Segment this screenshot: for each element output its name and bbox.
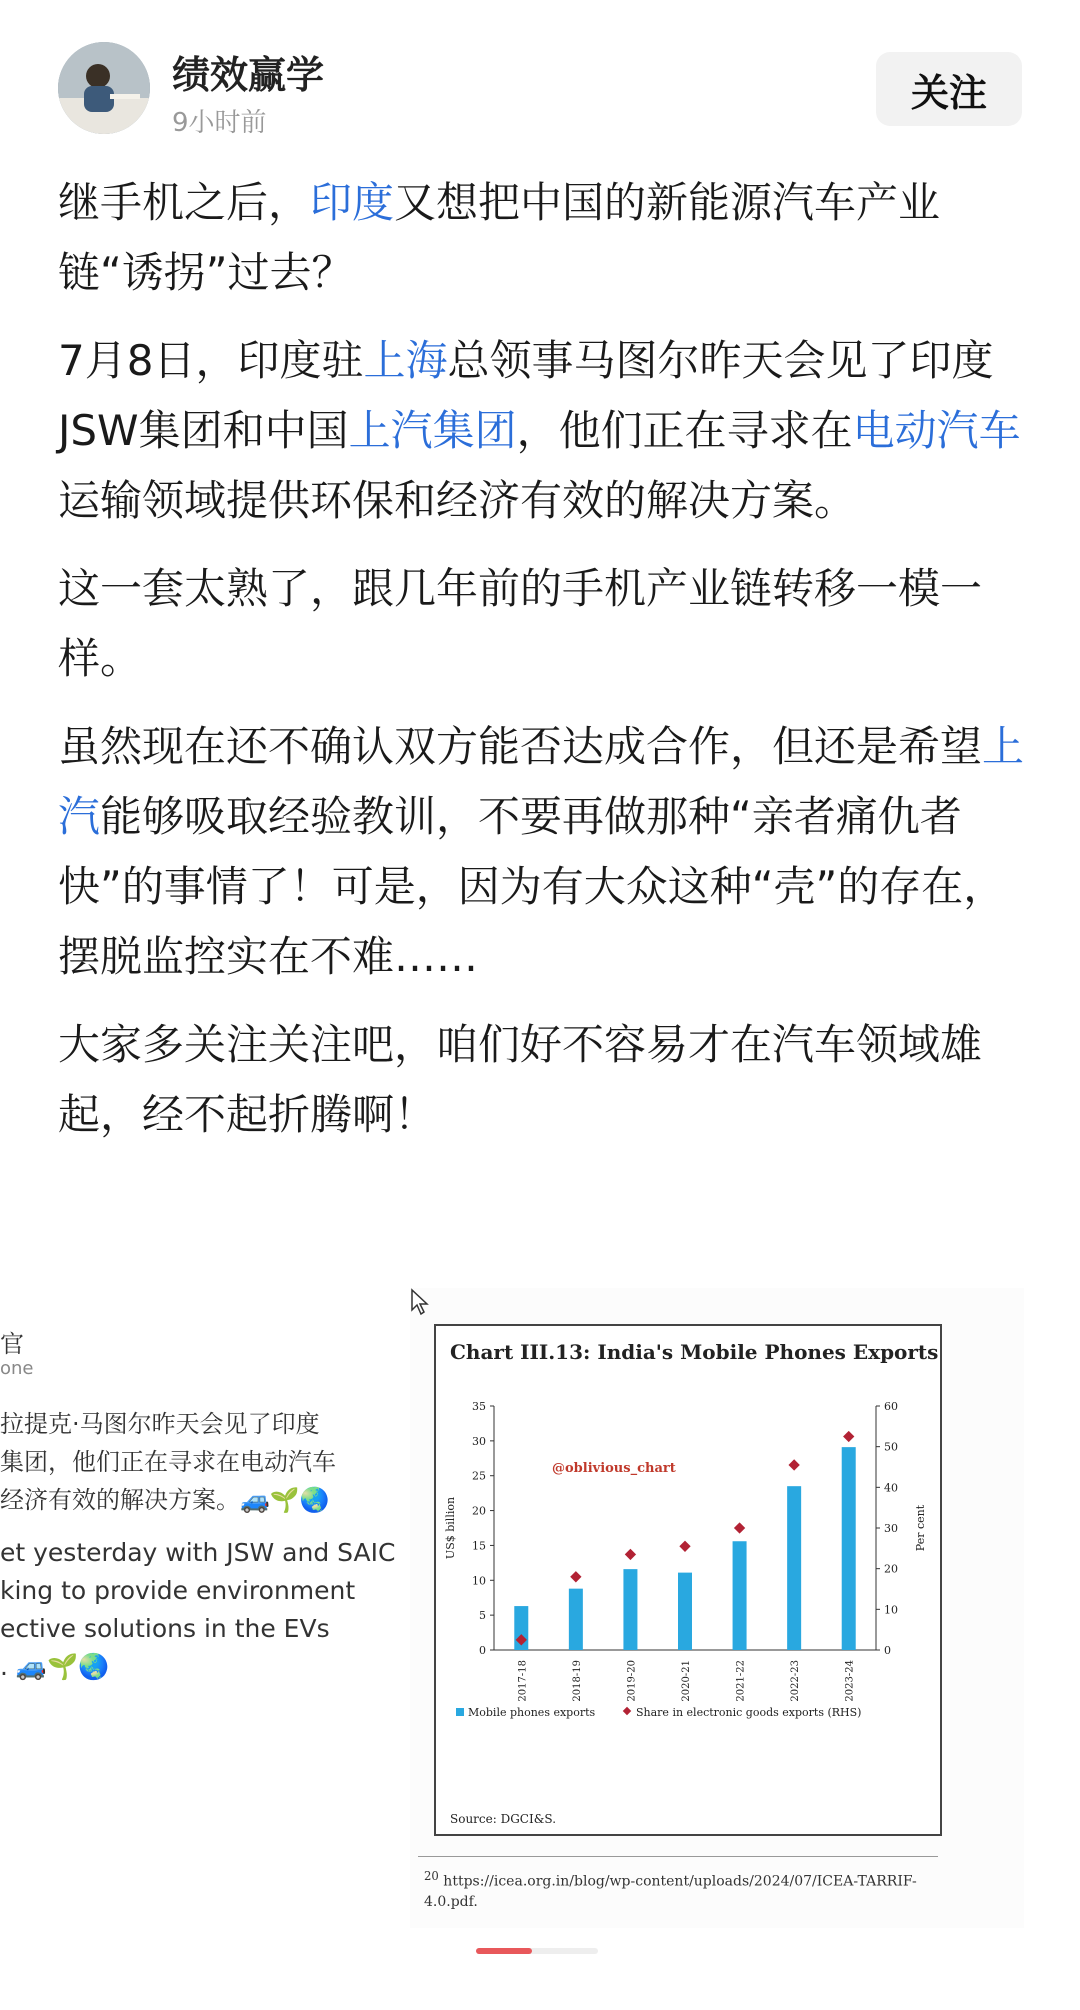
- chart-plot: [436, 1376, 940, 1796]
- bar-mobile-exports: [787, 1486, 801, 1650]
- x-tick-label: 2017-18: [517, 1660, 529, 1702]
- chart-source: Source: DGCI&S.: [450, 1812, 557, 1826]
- left-image-text: king to provide environment: [0, 1576, 356, 1605]
- chart-frame: [434, 1324, 942, 1836]
- footnote-number: 20: [424, 1869, 439, 1883]
- y2-tick-label: 20: [884, 1562, 898, 1576]
- post-time: 9小时前: [172, 108, 267, 138]
- point-share-electronics: [843, 1431, 854, 1442]
- y-tick-label: 0: [479, 1644, 486, 1657]
- y2-tick-label: 0: [884, 1644, 891, 1657]
- y-tick-label: 5: [479, 1609, 486, 1623]
- y-tick-label: 35: [472, 1400, 486, 1413]
- y2-tick-label: 40: [884, 1481, 898, 1495]
- paragraph-1: 继手机之后，印度又想把中国的新能源汽车产业链“诱拐”过去？: [58, 178, 941, 297]
- y-tick-label: 25: [472, 1469, 486, 1483]
- footnote-url: https://icea.org.in/blog/wp-content/uploads/2024/07/ICEA-TARRIF-4.0.pdf.: [424, 1873, 917, 1910]
- paragraph-3: 这一套太熟了，跟几年前的手机产业链转移一模一样。: [58, 564, 983, 683]
- y-tick-label: 30: [472, 1434, 486, 1448]
- paragraph-4: 虽然现在还不确认双方能否达成合作，但还是希望上汽能够吸取经验教训，不要再做那种“亲者痛仇者快”的事情了！可是，因为有大众这种“壳”的存在，摆脱监控实在不难……: [58, 722, 1025, 981]
- follow-button[interactable]: 关注: [876, 52, 1022, 126]
- legend-swatch-point: [623, 1707, 631, 1715]
- x-tick-label: 2018-19: [571, 1660, 583, 1702]
- bar-mobile-exports: [733, 1541, 747, 1650]
- cursor-icon: [410, 1288, 430, 1316]
- topic-link-shanghai[interactable]: 上海: [363, 336, 448, 385]
- left-image-text: 经济有效的解决方案。🚙🌱🌏: [0, 1486, 330, 1514]
- bar-mobile-exports: [678, 1573, 692, 1650]
- post-body: [58, 168, 1028, 1168]
- left-image-text: 官: [0, 1330, 24, 1358]
- legend-label-point: Share in electronic goods exports (RHS): [636, 1706, 862, 1719]
- x-tick-label: 2020-21: [681, 1660, 692, 1702]
- chart-footnote: [424, 1866, 944, 1912]
- y-tick-label: 20: [472, 1504, 486, 1518]
- left-image-text: . 🚙🌱🌏: [0, 1652, 110, 1681]
- y-tick-label: 15: [472, 1539, 486, 1553]
- image-pager: [476, 1948, 598, 1954]
- y2-tick-label: 50: [884, 1440, 898, 1454]
- y-tick-label: 10: [472, 1574, 486, 1588]
- topic-link-india[interactable]: 印度: [310, 178, 395, 227]
- paragraph-5: 大家多关注关注吧，咱们好不容易才在汽车领域雄起，经不起折腾啊！: [58, 1020, 983, 1139]
- bar-mobile-exports: [842, 1447, 856, 1650]
- author-name[interactable]: 绩效赢学: [172, 53, 325, 97]
- pager-active-indicator: [476, 1948, 532, 1954]
- y-axis-title: US$ billion: [444, 1496, 457, 1560]
- y2-axis-title: Per cent: [914, 1504, 927, 1552]
- avatar-photo: [58, 42, 150, 134]
- legend-label-bar: Mobile phones exports: [468, 1706, 596, 1719]
- point-share-electronics: [570, 1571, 581, 1582]
- point-share-electronics: [734, 1522, 745, 1533]
- point-share-electronics: [625, 1549, 636, 1560]
- left-image-text: et yesterday with JSW and SAIC: [0, 1538, 396, 1567]
- post-image-chart[interactable]: [410, 1288, 1024, 1928]
- paragraph-2: 7月8日，印度驻上海总领事马图尔昨天会见了印度JSW集团和中国上汽集团，他们正在寻求在电动汽车运输领域提供环保和经济有效的解决方案。: [58, 336, 1021, 525]
- chart-watermark: @oblivious_chart: [552, 1461, 676, 1476]
- topic-link-saic[interactable]: 上汽: [58, 722, 1025, 841]
- left-image-text: one: [0, 1358, 34, 1379]
- x-tick-label: 2021-22: [735, 1660, 747, 1702]
- legend-swatch-bar: [456, 1708, 464, 1716]
- x-tick-label: 2019-20: [626, 1660, 638, 1702]
- bar-mobile-exports: [623, 1569, 637, 1650]
- y2-tick-label: 60: [884, 1400, 898, 1413]
- topic-link-saic-group[interactable]: 上汽集团: [348, 406, 517, 455]
- topic-link-ev[interactable]: 电动汽车: [852, 406, 1021, 455]
- x-tick-label: 2023-24: [844, 1660, 856, 1702]
- y2-tick-label: 30: [884, 1522, 898, 1535]
- y2-tick-label: 10: [884, 1603, 898, 1617]
- x-tick-label: 2022-23: [790, 1660, 802, 1702]
- author-avatar[interactable]: [58, 42, 150, 134]
- left-image-text: ective solutions in the EVs: [0, 1614, 330, 1643]
- left-image-text: 拉提克·马图尔昨天会见了印度: [0, 1410, 320, 1438]
- footnote-divider: [418, 1856, 938, 1857]
- point-share-electronics: [679, 1541, 690, 1552]
- bar-mobile-exports: [569, 1589, 583, 1650]
- post-image-left[interactable]: [0, 1288, 408, 1928]
- left-image-text: 集团，他们正在寻求在电动汽车: [0, 1448, 336, 1476]
- post-header: [0, 0, 1080, 170]
- chart-title: Chart III.13: India's Mobile Phones Exports: [450, 1340, 939, 1364]
- point-share-electronics: [788, 1459, 799, 1470]
